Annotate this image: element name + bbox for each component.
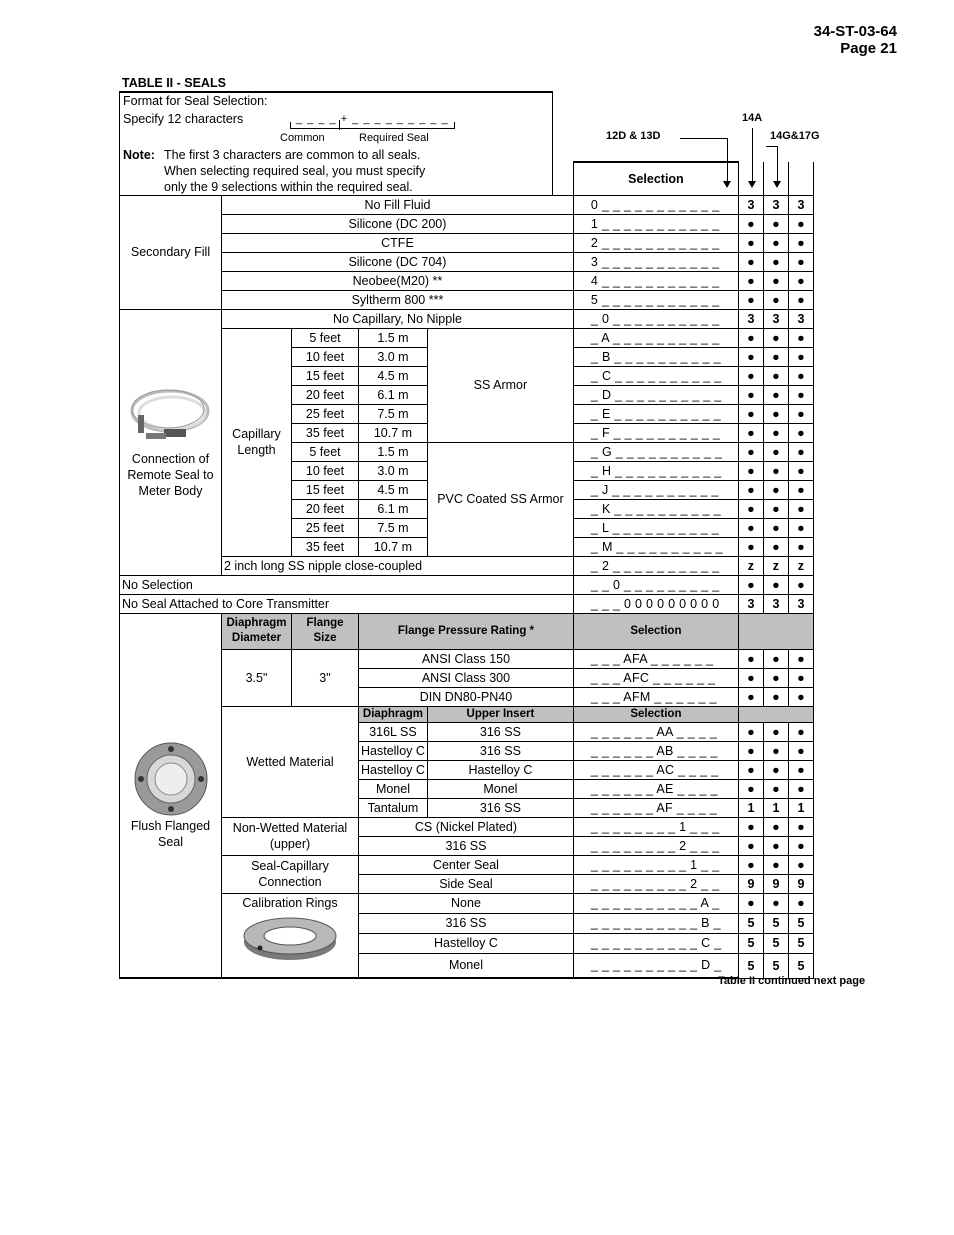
selection-code: _ A _ _ _ _ _ _ _ _ _ _ [573, 328, 738, 347]
upper-insert-material: Monel [427, 779, 573, 798]
diaphragm-material: Hastelloy C [359, 760, 428, 779]
availability-mark: ● [788, 741, 813, 760]
availability-mark: ● [788, 385, 813, 404]
length-feet: 15 feet [292, 480, 359, 499]
non-wetted-option: 316 SS [359, 836, 574, 855]
availability-mark: ● [738, 404, 763, 423]
wetted-header-row [120, 706, 814, 722]
table-row [120, 893, 814, 913]
ring-option: Monel [359, 953, 574, 978]
availability-mark: ● [788, 366, 813, 385]
table-row [120, 233, 814, 252]
availability-mark: ● [763, 687, 788, 706]
fill-option: No Fill Fluid [222, 195, 574, 214]
selection-code: 2 _ _ _ _ _ _ _ _ _ _ _ [573, 233, 738, 252]
availability-mark: ● [738, 855, 763, 874]
table-row [120, 594, 814, 613]
length-meters: 10.7 m [359, 537, 428, 556]
availability-mark: 3 [738, 195, 763, 214]
column-14a-label: 14A [742, 112, 763, 124]
length-meters: 6.1 m [359, 385, 428, 404]
selection-code: _ _ _ _ _ _ AB _ _ _ _ [573, 741, 738, 760]
selection-code: _ _ _ AFA _ _ _ _ _ _ [573, 649, 738, 668]
table-row [120, 252, 814, 271]
flange-pressure-header: Flange Pressure Rating * [359, 613, 574, 649]
selection-code: _ B _ _ _ _ _ _ _ _ _ _ [573, 347, 738, 366]
capillary-length-label: Capillary Length [222, 328, 292, 556]
selection-code: _ _ _ _ _ _ _ _ _ _ D _ [573, 953, 738, 978]
availability-mark: ● [788, 423, 813, 442]
availability-mark: ● [788, 404, 813, 423]
selection-code: _ G _ _ _ _ _ _ _ _ _ _ [573, 442, 738, 461]
availability-mark: ● [763, 836, 788, 855]
diaphragm-material: Monel [359, 779, 428, 798]
availability-mark: 1 [738, 798, 763, 817]
selection-code: _ _ 0 _ _ _ _ _ _ _ _ _ [573, 575, 738, 594]
availability-mark: ● [788, 480, 813, 499]
length-feet: 25 feet [292, 404, 359, 423]
selection-code: _ _ _ _ _ _ _ _ _ _ B _ [573, 913, 738, 933]
availability-mark: ● [738, 347, 763, 366]
availability-mark: 3 [763, 594, 788, 613]
table-row [120, 817, 814, 836]
availability-mark: ● [788, 518, 813, 537]
upper-insert-material: Hastelloy C [427, 760, 573, 779]
availability-mark: ● [738, 836, 763, 855]
table-row [120, 855, 814, 874]
availability-mark: ● [763, 461, 788, 480]
availability-mark: ● [788, 271, 813, 290]
availability-mark: 3 [738, 594, 763, 613]
selection-code: 5 _ _ _ _ _ _ _ _ _ _ _ [573, 290, 738, 309]
selection-code: _ M _ _ _ _ _ _ _ _ _ _ [573, 537, 738, 556]
upper-insert-header: Upper Insert [427, 706, 573, 722]
length-feet: 20 feet [292, 385, 359, 404]
availability-mark: ● [763, 817, 788, 836]
format-bracket-divider [339, 120, 340, 130]
length-feet: 15 feet [292, 366, 359, 385]
selection-header-2: Selection [573, 613, 738, 649]
availability-mark: z [788, 556, 813, 575]
availability-mark: ● [788, 836, 813, 855]
availability-mark: ● [738, 741, 763, 760]
availability-mark: ● [788, 649, 813, 668]
selection-code: _ _ _ _ _ _ AA _ _ _ _ [573, 722, 738, 741]
table-row [120, 214, 814, 233]
calibration-ring-image [240, 912, 340, 964]
availability-mark: ● [788, 893, 813, 913]
column-12d-header [738, 162, 763, 195]
availability-mark: ● [738, 480, 763, 499]
availability-mark: ● [738, 499, 763, 518]
availability-mark: ● [763, 893, 788, 913]
availability-mark: ● [788, 687, 813, 706]
no-selection-option: No Selection [120, 575, 574, 594]
length-feet: 25 feet [292, 518, 359, 537]
selection-code: _ H _ _ _ _ _ _ _ _ _ _ [573, 461, 738, 480]
fill-option: Silicone (DC 200) [222, 214, 574, 233]
availability-mark: ● [738, 385, 763, 404]
availability-mark: ● [788, 252, 813, 271]
availability-mark: ● [788, 760, 813, 779]
availability-mark: ● [763, 722, 788, 741]
availability-mark: ● [763, 404, 788, 423]
upper-insert-material: 316 SS [427, 722, 573, 741]
availability-mark: 3 [763, 195, 788, 214]
availability-mark: ● [738, 252, 763, 271]
availability-mark: ● [788, 855, 813, 874]
non-wetted-label: Non-Wetted Material (upper) [222, 817, 359, 855]
wetted-material-label: Wetted Material [222, 706, 359, 817]
availability-mark: 3 [788, 594, 813, 613]
continued-note: Table II continued next page [718, 975, 866, 987]
secondary-fill-label: Secondary Fill [120, 195, 222, 309]
availability-mark: 9 [763, 874, 788, 893]
selection-code: _ _ _ _ _ _ _ _ _ 2 _ _ [573, 874, 738, 893]
availability-mark: ● [763, 779, 788, 798]
availability-mark: ● [738, 233, 763, 252]
fill-option: Neobee(M20) ** [222, 271, 574, 290]
availability-mark: 3 [788, 309, 813, 328]
selection-code: _ _ _ _ _ _ AF _ _ _ _ [573, 798, 738, 817]
capillary-image [128, 385, 214, 451]
availability-mark: 5 [763, 913, 788, 933]
selection-code: _ _ _ _ _ _ AE _ _ _ _ [573, 779, 738, 798]
rating-option: ANSI Class 300 [359, 668, 574, 687]
length-feet: 35 feet [292, 423, 359, 442]
no-capillary-option: No Capillary, No Nipple [222, 309, 574, 328]
availability-mark: ● [788, 575, 813, 594]
flush-seal-cell [120, 613, 222, 978]
availability-mark: ● [788, 290, 813, 309]
availability-mark: ● [763, 290, 788, 309]
length-feet: 10 feet [292, 347, 359, 366]
nipple-option: 2 inch long SS nipple close-coupled [222, 556, 574, 575]
availability-mark: ● [763, 499, 788, 518]
availability-mark: 5 [788, 913, 813, 933]
table-row [120, 328, 814, 347]
availability-mark: ● [738, 518, 763, 537]
format-box-bottom [120, 162, 574, 195]
arrow-12d-line [680, 138, 727, 139]
calibration-rings-label: Calibration Rings [242, 895, 338, 910]
format-line2: Specify 12 characters [123, 112, 244, 126]
selection-code: _ C _ _ _ _ _ _ _ _ _ _ [573, 366, 738, 385]
availability-mark: ● [788, 779, 813, 798]
no-seal-option: No Seal Attached to Core Transmitter [120, 594, 574, 613]
selection-code: _ _ _ _ _ _ AC _ _ _ _ [573, 760, 738, 779]
availability-mark: ● [738, 575, 763, 594]
length-meters: 6.1 m [359, 499, 428, 518]
table-row [120, 195, 814, 214]
flush-seal-label: Flush Flanged Seal [130, 819, 211, 850]
connection-label: Connection of Remote Seal to Meter Body [127, 452, 214, 498]
availability-mark: ● [788, 668, 813, 687]
availability-mark: ● [763, 252, 788, 271]
length-feet: 10 feet [292, 461, 359, 480]
availability-mark: ● [788, 537, 813, 556]
selection-code: _ _ _ _ _ _ _ _ _ 1 _ _ [573, 855, 738, 874]
column-14a-header [763, 162, 788, 195]
length-meters: 3.0 m [359, 347, 428, 366]
length-meters: 7.5 m [359, 518, 428, 537]
selection-code: _ _ _ 0 0 0 0 0 0 0 0 0 [573, 594, 738, 613]
availability-mark: ● [763, 741, 788, 760]
availability-mark: ● [738, 271, 763, 290]
availability-mark: ● [788, 817, 813, 836]
availability-mark: 9 [738, 874, 763, 893]
availability-mark: ● [738, 214, 763, 233]
availability-mark: ● [738, 668, 763, 687]
length-meters: 3.0 m [359, 461, 428, 480]
rating-option: ANSI Class 150 [359, 649, 574, 668]
document-number: 34-ST-03-64 [813, 23, 897, 40]
availability-mark: ● [788, 461, 813, 480]
availability-mark: ● [763, 575, 788, 594]
availability-mark: ● [763, 271, 788, 290]
availability-mark: ● [788, 722, 813, 741]
selection-header: Selection [573, 162, 738, 195]
selection-code: 3 _ _ _ _ _ _ _ _ _ _ _ [573, 252, 738, 271]
availability-mark: 5 [738, 913, 763, 933]
fill-option: CTFE [222, 233, 574, 252]
common-label: Common [280, 132, 325, 144]
selection-code: _ 2 _ _ _ _ _ _ _ _ _ _ [573, 556, 738, 575]
availability-mark: 3 [788, 195, 813, 214]
note-line2: When selecting required seal, you must specify [164, 164, 426, 178]
column-12d-13d-label: 12D & 13D [606, 130, 661, 142]
selection-code: _ _ _ _ _ _ _ _ _ _ A _ [573, 893, 738, 913]
non-wetted-option: CS (Nickel Plated) [359, 817, 574, 836]
flush-seal-image [132, 740, 210, 818]
table-row [120, 290, 814, 309]
rating-option: DIN DN80-PN40 [359, 687, 574, 706]
availability-mark: ● [763, 855, 788, 874]
availability-mark: ● [763, 668, 788, 687]
page-number: Page 21 [840, 40, 897, 57]
selection-code: 1 _ _ _ _ _ _ _ _ _ _ _ [573, 214, 738, 233]
selection-code: _ E _ _ _ _ _ _ _ _ _ _ [573, 404, 738, 423]
selection-code: _ D _ _ _ _ _ _ _ _ _ _ [573, 385, 738, 404]
length-feet: 20 feet [292, 499, 359, 518]
selection-code: _ _ _ _ _ _ _ _ 1 _ _ _ [573, 817, 738, 836]
availability-mark: 3 [738, 309, 763, 328]
upper-insert-material: 316 SS [427, 798, 573, 817]
availability-mark: 5 [763, 953, 788, 978]
selection-code: _ 0 _ _ _ _ _ _ _ _ _ _ [573, 309, 738, 328]
availability-mark: ● [738, 779, 763, 798]
availability-mark: 1 [788, 798, 813, 817]
availability-mark: ● [738, 893, 763, 913]
ss-armor-label: SS Armor [427, 328, 573, 442]
availability-mark: ● [763, 480, 788, 499]
format-line1: Format for Seal Selection: [123, 94, 268, 108]
selection-header-3: Selection [573, 706, 738, 722]
selection-code: _ _ _ _ _ _ _ _ _ _ C _ [573, 933, 738, 953]
seals-table [119, 161, 814, 979]
length-meters: 4.5 m [359, 480, 428, 499]
table-row [120, 271, 814, 290]
availability-mark: ● [763, 233, 788, 252]
fill-option: Silicone (DC 704) [222, 252, 574, 271]
length-feet: 5 feet [292, 328, 359, 347]
availability-mark: ● [738, 328, 763, 347]
diaphragm-diameter-value: 3.5" [222, 649, 292, 706]
required-seal-label: Required Seal [359, 132, 429, 144]
selection-code: _ F _ _ _ _ _ _ _ _ _ _ [573, 423, 738, 442]
note-line3: only the 9 selections within the required seal. [164, 180, 413, 194]
blank-header-2 [738, 706, 813, 722]
availability-mark: 5 [763, 933, 788, 953]
availability-mark: ● [788, 328, 813, 347]
availability-mark: ● [738, 687, 763, 706]
capillary-connection-option: Side Seal [359, 874, 574, 893]
flange-size-header: Flange Size [292, 613, 359, 649]
column-14g-17g-label: 14G&17G [770, 130, 820, 142]
ring-option: Hastelloy C [359, 933, 574, 953]
selection-code: _ L _ _ _ _ _ _ _ _ _ _ [573, 518, 738, 537]
page-header [814, 23, 897, 57]
table-row [120, 649, 814, 668]
length-meters: 4.5 m [359, 366, 428, 385]
diaphragm-material: Tantalum [359, 798, 428, 817]
length-feet: 35 feet [292, 537, 359, 556]
availability-mark: ● [738, 537, 763, 556]
table-row [120, 309, 814, 328]
ring-option: 316 SS [359, 913, 574, 933]
availability-mark: ● [763, 347, 788, 366]
length-feet: 5 feet [292, 442, 359, 461]
availability-mark: ● [763, 328, 788, 347]
availability-mark: ● [763, 760, 788, 779]
calibration-rings-cell [222, 893, 359, 978]
selection-code: _ _ _ _ _ _ _ _ 2 _ _ _ [573, 836, 738, 855]
diaphragm-header: Diaphragm [359, 706, 428, 722]
flange-size-value: 3" [292, 649, 359, 706]
availability-mark: 1 [763, 798, 788, 817]
availability-mark: ● [738, 817, 763, 836]
arrow-14g-line [766, 146, 777, 147]
availability-mark: ● [788, 347, 813, 366]
availability-mark: 5 [738, 953, 763, 978]
availability-mark: 5 [738, 933, 763, 953]
availability-mark: ● [763, 537, 788, 556]
selection-code: 0 _ _ _ _ _ _ _ _ _ _ _ [573, 195, 738, 214]
selection-code: _ _ _ AFM _ _ _ _ _ _ [573, 687, 738, 706]
availability-mark: ● [763, 442, 788, 461]
diaphragm-material: Hastelloy C [359, 741, 428, 760]
availability-mark: 5 [788, 953, 813, 978]
availability-mark: z [738, 556, 763, 575]
diaphragm-material: 316L SS [359, 722, 428, 741]
availability-mark: 5 [788, 933, 813, 953]
diaphragm-diameter-header: Diaphragm Diameter [222, 613, 292, 649]
availability-mark: ● [738, 649, 763, 668]
availability-mark: ● [738, 366, 763, 385]
availability-mark: ● [738, 290, 763, 309]
length-meters: 10.7 m [359, 423, 428, 442]
column-14g-header [788, 162, 813, 195]
table-title: TABLE II - SEALS [122, 76, 226, 90]
selection-code: 4 _ _ _ _ _ _ _ _ _ _ _ [573, 271, 738, 290]
connection-cell [120, 309, 222, 575]
fill-option: Syltherm 800 *** [222, 290, 574, 309]
table-row [120, 575, 814, 594]
availability-mark: ● [763, 649, 788, 668]
note-line1: The first 3 characters are common to all seals. [164, 148, 421, 162]
length-meters: 7.5 m [359, 404, 428, 423]
length-meters: 1.5 m [359, 442, 428, 461]
availability-mark: ● [763, 366, 788, 385]
availability-mark: ● [788, 214, 813, 233]
availability-mark: ● [738, 722, 763, 741]
availability-mark: ● [763, 423, 788, 442]
availability-mark: z [763, 556, 788, 575]
seal-capillary-label: Seal-Capillary Connection [222, 855, 359, 893]
format-bracket [290, 122, 455, 129]
availability-mark: ● [788, 499, 813, 518]
ring-option: None [359, 893, 574, 913]
availability-mark: ● [738, 423, 763, 442]
selection-header-row [120, 162, 814, 195]
note-label: Note: [123, 148, 155, 162]
pvc-armor-label: PVC Coated SS Armor [427, 442, 573, 556]
availability-mark: 3 [763, 309, 788, 328]
availability-mark: ● [738, 461, 763, 480]
length-meters: 1.5 m [359, 328, 428, 347]
blank-header [738, 613, 813, 649]
availability-mark: ● [788, 233, 813, 252]
format-dashes: _ _ _ _ + _ _ _ _ _ _ _ _ _ [296, 113, 449, 125]
availability-mark: ● [788, 442, 813, 461]
availability-mark: ● [763, 518, 788, 537]
availability-mark: ● [738, 442, 763, 461]
availability-mark: ● [763, 385, 788, 404]
availability-mark: ● [738, 760, 763, 779]
table-row [120, 556, 814, 575]
selection-code: _ K _ _ _ _ _ _ _ _ _ _ [573, 499, 738, 518]
capillary-connection-option: Center Seal [359, 855, 574, 874]
selection-code: _ J _ _ _ _ _ _ _ _ _ _ [573, 480, 738, 499]
availability-mark: 9 [788, 874, 813, 893]
flush-header-row [120, 613, 814, 649]
selection-code: _ _ _ AFC _ _ _ _ _ _ [573, 668, 738, 687]
availability-mark: ● [763, 214, 788, 233]
upper-insert-material: 316 SS [427, 741, 573, 760]
